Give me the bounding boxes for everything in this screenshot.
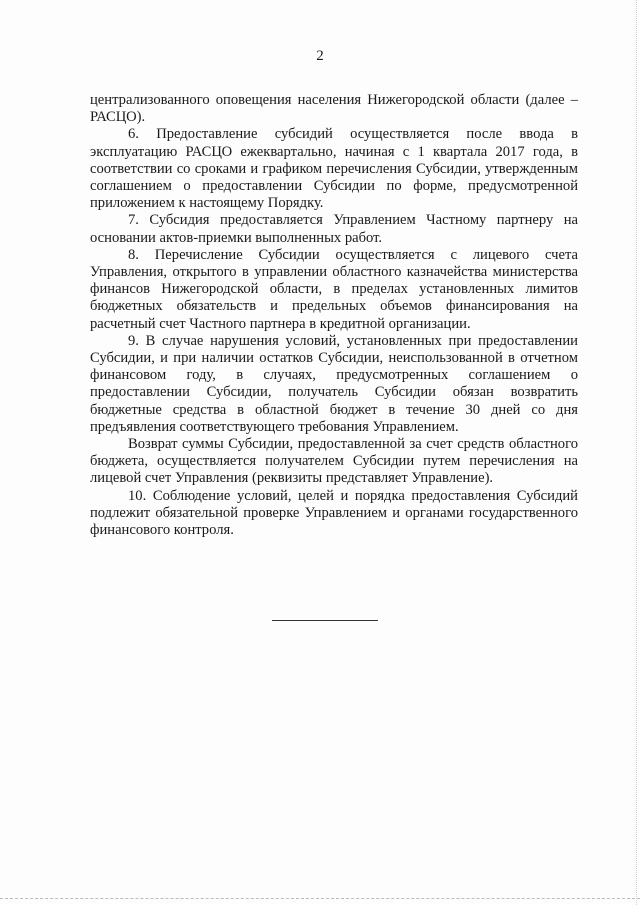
paragraph-8: 8. Перечисление Субсидии осуществляется с лицевого счета Управления, открытого в управлении областного казначейства министерства финансов Нижегородской области, в пределах установленных лимитов бюджетных обязательств и предельных объемов финансирования на расчетный счет Частного партнера в кредитной организации. <box>90 246 578 332</box>
scan-edge-right <box>636 0 637 905</box>
scan-edge-bottom <box>0 898 640 899</box>
paragraph-9: 9. В случае нарушения условий, установленных при предоставлении Субсидии, и при наличии остатков Субсидии, неиспользованной в отчетном финансовом году, в случаях, предусмотренных соглашением о предоставлении Субсидии, получатель Субсидии обязан возвратить бюджетные средства в областной бюджет в течение 30 дней со дня предъявления соответствующего требования Управлением. <box>90 332 578 435</box>
paragraph-9-refund: Возврат суммы Субсидии, предоставленной за счет средств областного бюджета, осуществляется получателем Субсидии путем перечисления на лицевой счет Управления (реквизиты представляет Управление). <box>90 436 578 487</box>
paragraph-7: 7. Субсидия предоставляется Управлением Частному партнеру на основании актов-приемки выполненных работ. <box>90 212 578 246</box>
paragraph-6: 6. Предоставление субсидий осуществляется после ввода в эксплуатацию РАСЦО ежеквартально, начиная с 1 квартала 2017 года, в соответствии со сроками и графиком перечисления Субсидии, утвержденным соглашением о предоставлении Субсидии по форме, предусмотренной приложением к настоящему Порядку. <box>90 126 578 212</box>
closing-separator-line <box>272 620 378 621</box>
page-number: 2 <box>316 48 324 64</box>
paragraph-10: 10. Соблюдение условий, целей и порядка предоставления Субсидий подлежит обязательной проверке Управлением и органами государственного финансового контроля. <box>90 487 578 539</box>
document-body <box>90 92 578 539</box>
paragraph-continuation: централизованного оповещения населения Нижегородской области (далее – РАСЦО). <box>90 92 578 126</box>
